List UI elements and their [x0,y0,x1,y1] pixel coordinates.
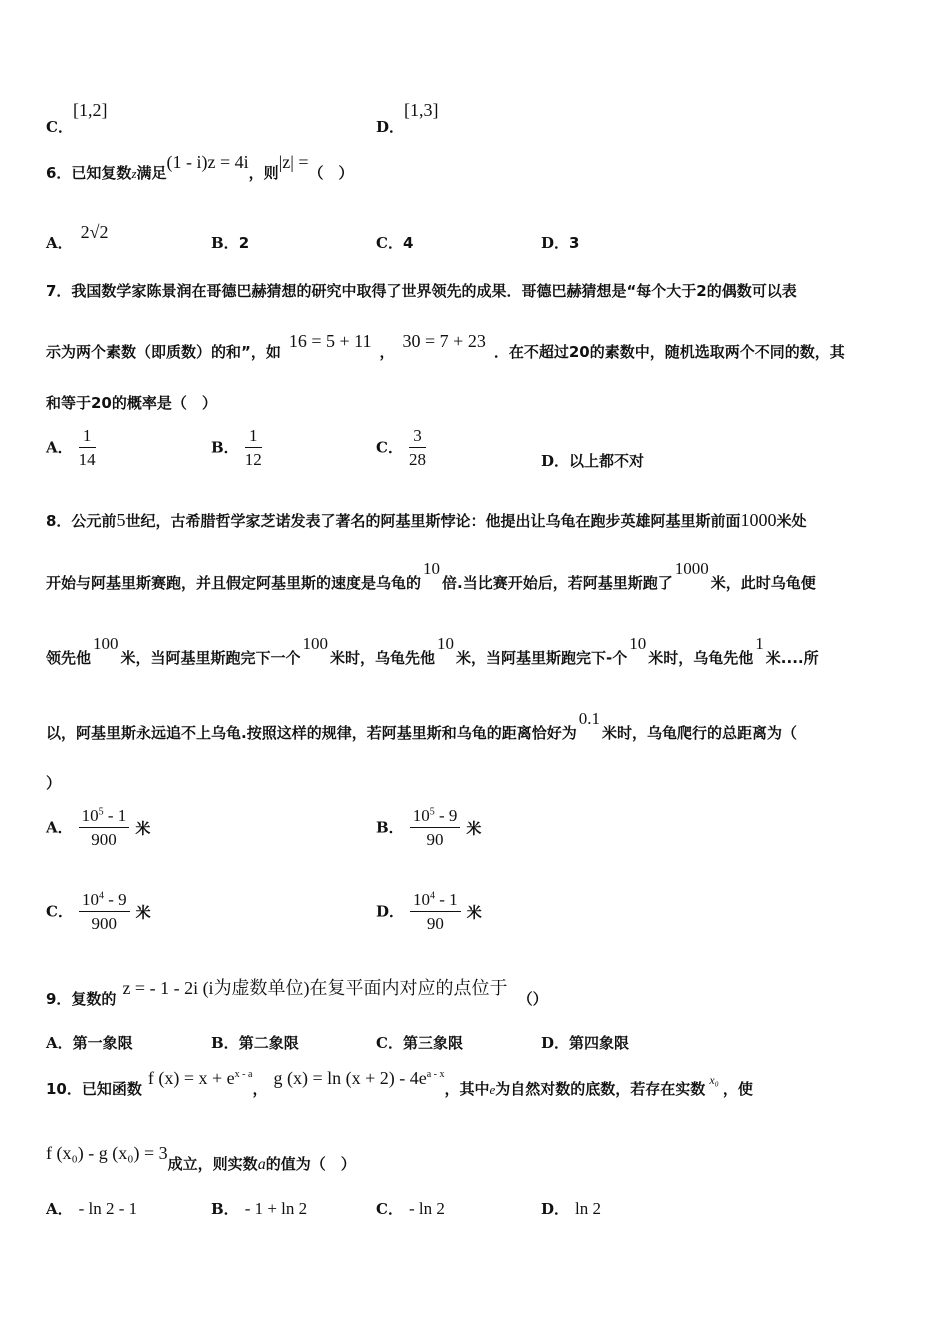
option-value: 以上都不对 [569,452,645,470]
q10-text: ，使 [722,1080,753,1098]
q10-variable-x0: x₀ [709,1073,719,1087]
numerator-exponent: 4 [98,890,104,902]
q10-condition: f (x₀) - g (x₀) = 3 [46,1143,168,1163]
numerator [79,890,130,912]
q8-number: 1000 [674,559,709,578]
numerator [79,806,130,828]
q8-text: 倍.当比赛开始后，若阿基里斯跑了 [442,574,673,592]
denominator: 900 [91,830,117,849]
option-label: C． [376,234,403,252]
q10-text: 的值为（ ） [265,1155,356,1173]
q8-number: 100 [302,634,329,653]
q6-text: 6．已知复数 [46,164,132,182]
q9-option-a [46,1032,133,1053]
q9-option-d [541,1032,629,1053]
option-label: D． [541,1034,570,1052]
q9-option-c [376,1032,463,1053]
q8-text: 8．公元前 [46,512,117,530]
option-label: D． [541,452,570,470]
q9-text: （） [517,990,548,1008]
numerator-exponent: 4 [430,890,436,902]
q10-option-c [376,1198,445,1219]
q8-text: 米....所 [765,649,819,667]
q8-text: 米，当阿基里斯跑完下-个 [456,649,628,667]
q8-number: 10 [629,634,647,653]
q6-formula: (1 - i)z = 4i [166,152,249,172]
q8-text: 开始与阿基里斯赛跑，并且假定阿基里斯的速度是乌龟的 [46,574,422,592]
q8-number: 10 [437,634,455,653]
numerator: 1 [245,426,262,448]
q8-text: 米，此时乌龟便 [710,574,816,592]
question-8-line-5: ） [46,774,62,792]
q8-number: 1 [755,634,764,653]
question-8-line-1 [46,510,806,531]
q8-text: 以，阿基里斯永远追不上乌龟.按照这样的规律，若阿基里斯和乌龟的距离恰好为 [46,724,577,742]
option-label: C． [376,1034,403,1052]
option-label: C． [376,1200,403,1218]
denominator: 900 [91,914,118,933]
option-value: [1,2] [72,100,108,120]
q6-text: 满足 [136,164,167,182]
question-7-line-1: 7．我国数学家陈景润在哥德巴赫猜想的研究中取得了世界领先的成果．哥德巴赫猜想是“每个大于2的偶数可以表 [46,282,797,300]
option-label: B． [211,1200,239,1218]
fraction [79,890,130,934]
q10-text: 10．已知函数 [46,1080,142,1098]
q10-function-g [273,1068,444,1088]
option-label: A． [46,234,73,252]
fraction [79,806,130,850]
q5-option-c [46,100,108,136]
q8-number: 100 [93,634,119,653]
numerator [410,806,461,828]
numerator-base: 10 [81,890,99,909]
question-6-stem [46,152,354,183]
option-label: C． [46,902,73,921]
option-label: D． [376,902,405,921]
q8-option-b [376,806,481,850]
unit: 米 [135,819,151,838]
unit: 米 [135,903,151,922]
q6-variable-z: z [131,166,137,181]
option-label: A． [46,1034,73,1052]
q8-text: 米，当阿基里斯跑完下一个 [120,649,301,667]
q6-option-b [211,232,249,253]
q6-text: （ ） [308,164,354,182]
option-value: 3 [569,234,580,252]
option-label: B． [376,818,404,837]
question-8-line-4 [46,709,797,743]
question-10-line-2 [46,1143,356,1174]
unit: 米 [466,903,482,922]
option-value: 第四象限 [569,1034,630,1052]
numerator-rest: - 1 [435,890,458,909]
denominator: 90 [426,914,444,933]
option-label: B． [211,1034,239,1052]
unit: 米 [466,819,482,838]
f-exponent: x - a [234,1069,253,1080]
q8-number: 0.1 [578,709,600,728]
numerator-rest: - 1 [103,806,127,825]
q7-text: ， [379,343,395,361]
f-expression: f (x) = x + e [147,1068,235,1088]
option-value: - 1 + ln 2 [244,1199,308,1218]
q7-text: 示为两个素数（即质数）的和”，如 [46,343,281,361]
q8-text: 米处 [776,512,807,530]
q7-equation-1: 16 = 5 + 11 [288,331,372,351]
option-label: A． [46,818,73,837]
question-10-line-1 [46,1068,753,1099]
option-value: [1,3] [404,100,439,120]
q8-option-c [46,890,151,934]
option-label: C． [46,118,73,136]
q8-option-a [46,806,150,850]
numerator-rest: - 9 [103,890,127,909]
denominator: 14 [78,450,96,469]
q10-variable-e: e [489,1082,496,1097]
option-label: B． [211,438,239,457]
q9-formula: z = - 1 - 2i (i为虚数单位)在复平面内对应的点位于 [122,978,508,998]
q7-option-d [541,450,644,471]
fraction [245,426,262,470]
q10-text: 成立，则实数 [167,1155,258,1173]
q9-option-b [211,1032,299,1053]
q8-text: 领先他 [46,649,92,667]
q8-number: 10 [423,559,441,578]
option-value: 2√2 [80,222,109,242]
q10-option-d [541,1198,601,1219]
option-label: D． [376,118,405,136]
q9-text: 9．复数的 [46,990,117,1008]
fraction [409,426,426,470]
option-label: D． [541,234,570,252]
q7-text: ．在不超过20的素数中，随机选取两个不同的数，其 [493,343,845,361]
q8-number: 1000 [740,510,777,530]
numerator-rest: - 9 [434,806,458,825]
q6-text: ，则 [248,164,279,182]
denominator: 12 [244,450,262,469]
option-value: - ln 2 [408,1199,445,1218]
q7-equation-2: 30 = 7 + 23 [402,331,486,351]
q8-text: 世纪，古希腊哲学家芝诺发表了著名的阿基里斯悖论：他提出让乌龟在跑步英雄阿基里斯前面 [125,512,741,530]
option-value: ln 2 [575,1199,601,1218]
denominator: 28 [408,450,426,469]
option-label: D． [541,1200,570,1218]
option-value: 第一象限 [72,1034,133,1052]
g-expression: g (x) = ln (x + 2) - 4e [273,1068,427,1088]
q10-function-f [148,1068,253,1088]
numerator-base: 10 [81,806,99,825]
q8-text: 米时，乌龟爬行的总距离为（ [601,724,797,742]
q10-variable-a: a [257,1156,266,1173]
q10-text: 为自然对数的底数，若存在实数 [495,1080,706,1098]
question-8-line-3 [46,634,819,668]
q7-option-b [211,426,268,470]
q7-option-a [46,426,102,470]
q8-option-d [376,890,482,934]
q8-text: 米时，乌龟先他 [648,649,754,667]
option-value: 第二象限 [238,1034,299,1052]
q6-option-d [541,232,579,253]
q10-text: ， [252,1080,268,1098]
q8-number: 5 [116,510,126,530]
option-label: A． [46,438,73,457]
q10-option-b [211,1198,307,1219]
question-7-line-3: 和等于20的概率是（ ） [46,394,217,412]
numerator-base: 10 [412,806,430,825]
option-value: 第三象限 [402,1034,463,1052]
option-value: 4 [402,234,414,252]
option-label: B． [211,234,239,252]
numerator: 1 [79,426,96,448]
q10-option-a [46,1198,137,1219]
q6-option-c [376,232,413,253]
option-label: C． [376,438,403,457]
numerator: 3 [409,426,426,448]
fraction [410,890,461,934]
option-value: 2 [238,234,250,252]
g-exponent: a - x [426,1069,445,1080]
option-value: - ln 2 - 1 [78,1199,138,1218]
denominator: 90 [426,830,444,849]
question-9-stem [46,978,548,1010]
fraction [410,806,461,850]
numerator-base: 10 [413,890,431,909]
numerator [410,890,461,912]
fraction [79,426,96,470]
numerator-exponent: 5 [98,806,104,818]
question-7-line-2 [46,331,845,362]
question-8-line-2 [46,559,816,593]
option-label: A． [46,1200,73,1218]
numerator-exponent: 5 [429,806,435,818]
q8-text: 米时，乌龟先他 [330,649,436,667]
q5-option-d [376,100,439,136]
q6-option-a [46,222,109,252]
q7-option-c [376,426,432,470]
q6-abs-z: |z| = [278,152,309,172]
q10-text: ，其中 [444,1080,490,1098]
